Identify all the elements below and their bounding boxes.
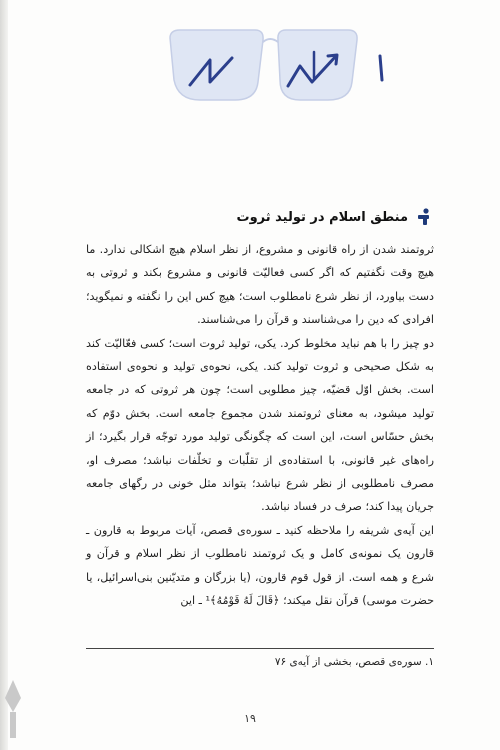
paragraph: این آیه‌ی شریفه را ملاحظه کنید ـ سوره‌ی قصص، آیات مربوط به قارون ـ قارون یک نمونه‌ی کامل و یک ثروتمند نامطلوب از نظر اسلام و قرآن و شرع و همه است. از قول قوم قارون، (یا بزرگان و متدیّنین بنی‌اسرائیل، یا حضرت موسی) قرآن نقل میکند؛ ﴿قَالَ لَهُ قَوْمُهُ﴾¹ ـ این [86,523,434,608]
section-heading-row [237,208,432,226]
heading-bullet-icon [414,208,432,226]
eyeglasses-illustration [160,20,390,110]
footnote: ۱. سوره‌ی قصص، بخشی از آیه‌ی ۷۶ [274,656,434,668]
body-text [86,238,434,613]
page-number: ۱۹ [244,712,256,725]
paragraph: دو چیز را با هم نباید مخلوط کرد. یکی، تولید ثروت است؛ کسی فعّالیّت کند به شکل صحیحی و ثروت تولید کند. یکی، نحوه‌ی تولید و نحوه‌ی استفاده است. بخش اوّل قضیّه، چیز مطلوبی است؛ چون هر ثروتی که در جامعه تولید میشود، به معنای ثروتمند شدن مجموع جامعه است. بخش دوّم که بخش حسّاس است، این است که چگونگی تولید مورد توجّه قرار بگیرد؛ از راه‌های غیر قانونی، با استفاده‌ی از تقلّبات و تخلّفات نباشد؛ مصرف او، مصرف نامطلوبی از نظر شرع نباشد؛ بتواند مثل خونی در رگهای جامعه جریان پیدا کند؛ صرف در فساد نباشد. [86,336,434,514]
paragraph: ثروتمند شدن از راه قانونی و مشروع، از نظر اسلام هیچ اشکالی ندارد. ما هیچ وقت نگفتیم که اگر کسی فعالیّت قانونی و مشروع بکند و ثروتی به دست بیاورد، از نظر شرع نامطلوب است؛ هیچ کس این را نگفته و نمیگوید؛ افرادی که دین را می‌شناسند و قرآن را می‌شناسند. [86,243,434,327]
section-heading: منطق اسلام در تولید ثروت [236,209,408,225]
footnote-divider [86,648,434,649]
page-spine-edge [0,0,8,750]
publisher-logo-watermark [2,678,24,742]
